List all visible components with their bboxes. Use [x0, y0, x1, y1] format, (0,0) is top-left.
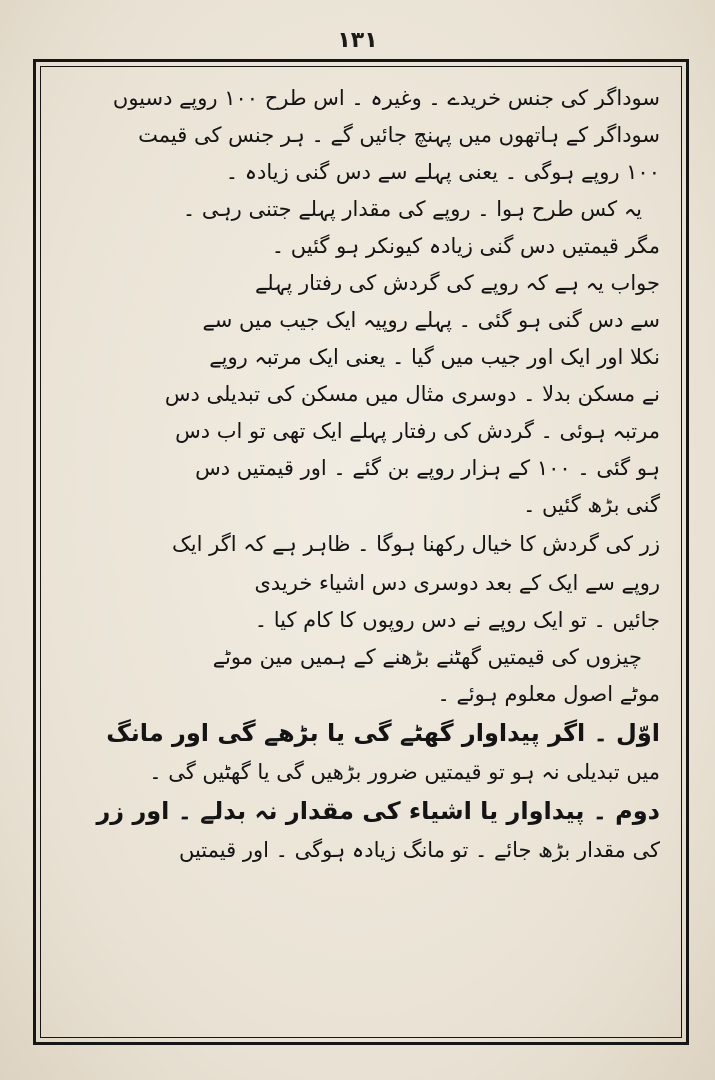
text-line: دوم ۔ پیداوار یا اشیاء کی مقدار نہ بدلے ۔ اور زر — [96, 797, 660, 825]
page-number: ۱۳۱ — [337, 28, 378, 53]
text-line: ہو گئی ۔ ۱۰۰ کے ہزار روپے بن گئے ۔ اور قیمتیں دس — [195, 456, 660, 480]
text-line: روپے سے ایک کے بعد دوسری دس اشیاء خریدی — [254, 571, 660, 595]
text-line: چیزوں کی قیمتیں گھٹنے بڑھنے کے ہمیں مین موٹے — [212, 645, 642, 669]
text-line: نے مسکن بدلا ۔ دوسری مثال میں مسکن کی تبدیلی دس — [164, 382, 660, 406]
text-line: گنی بڑھ گئیں ۔ — [523, 493, 660, 517]
body-text — [60, 80, 660, 1030]
text-line: یہ کس طرح ہوا ۔ روپے کی مقدار پہلے جتنی رہی ۔ — [182, 197, 642, 221]
text-line: سے دس گنی ہو گئی ۔ پہلے روپیہ ایک جیب میں سے — [202, 308, 660, 332]
text-line: سوداگر کے ہاتھوں میں پہنچ جائیں گے ۔ ہر جنس کی قیمت — [138, 123, 660, 147]
text-line: نکلا اور ایک اور جیب میں گیا ۔ یعنی ایک مرتبہ روپے — [209, 345, 660, 369]
text-line: موٹے اصول معلوم ہوئے ۔ — [437, 682, 660, 706]
text-line: جائیں ۔ تو ایک روپے نے دس روپوں کا کام کیا ۔ — [254, 608, 660, 632]
text-line: مگر قیمتیں دس گنی زیادہ کیونکر ہو گئیں ۔ — [271, 234, 660, 258]
text-line: ۱۰۰ روپے ہوگی ۔ یعنی پہلے سے دس گنی زیادہ ۔ — [225, 160, 660, 184]
text-line: سوداگر کی جنس خریدے ۔ وغیرہ ۔ اس طرح ۱۰۰ روپے دسیوں — [112, 86, 660, 110]
text-line: کی مقدار بڑھ جائے ۔ تو مانگ زیادہ ہوگی ۔ اور قیمتیں — [178, 838, 660, 862]
text-line: زر کی گردش کا خیال رکھنا ہوگا ۔ ظاہر ہے کہ اگر ایک — [171, 532, 660, 556]
text-line: اوّل ۔ اگر پیداوار گھٹے گی یا بڑھے گی اور مانگ — [106, 719, 660, 747]
text-line: مرتبہ ہوئی ۔ گردش کی رفتار پہلے ایک تھی تو اب دس — [175, 419, 660, 443]
text-line: میں تبدیلی نہ ہو تو قیمتیں ضرور بڑھیں گی یا گھٹیں گی ۔ — [149, 760, 660, 784]
text-line: جواب یہ ہے کہ روپے کی گردش کی رفتار پہلے — [254, 271, 660, 295]
